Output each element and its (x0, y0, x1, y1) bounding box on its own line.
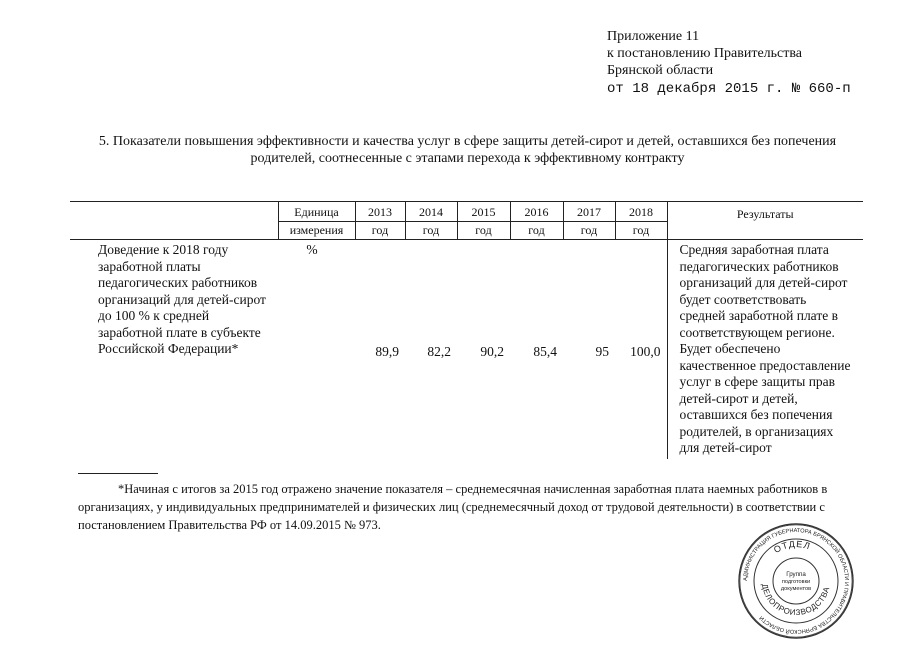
stamp-center-line3: документов (780, 586, 812, 592)
value-2015: 90,2 (480, 344, 504, 359)
header-year-suffix: год (564, 221, 615, 238)
header-year-suffix: год (616, 221, 667, 238)
header-year-label: 2015 (471, 205, 496, 219)
header-year-2015 (457, 202, 510, 240)
table-row (70, 240, 863, 459)
appendix-title: Приложение 11 (607, 29, 700, 44)
result-cell: Средняя заработная плата педагогических работников организаций для детей-сирот будет соответствовать средней заработной плате в соответствующем регионе. Будет обеспечено качественное предоставление услуг в сфере защиты прав детей-сирот и детей, оставшихся без попечения родителей, в организациях для детей-сирот (667, 240, 863, 459)
table-header-row (70, 202, 863, 240)
header-year-label: 2016 (524, 205, 549, 219)
value-2018: 100,0 (630, 344, 661, 359)
appendix-header (607, 28, 897, 98)
header-year-2014 (405, 202, 457, 240)
indicator-cell: Доведение к 2018 году заработной платы педагогических работников организаций для детей-сирот до 100 % к средней заработной плате в субъекте Российской Федерации* (98, 242, 266, 356)
header-year-suffix: год (356, 221, 405, 238)
header-indicator (70, 202, 278, 240)
value-2013: 89,9 (375, 344, 399, 359)
header-year-suffix: год (511, 221, 563, 238)
header-unit-bottom: измерения (279, 221, 355, 238)
header-year-label: 2017 (577, 205, 601, 219)
appendix-decree: к постановлению Правительства (607, 46, 803, 61)
section-heading: 5. Показатели повышения эффективности и качества услуг в сфере защиты детей-сирот и детей, оставшихся без попечения родителей, соотнесенные с этапами перехода к эффективному контракту (98, 134, 837, 166)
header-year-suffix: год (458, 221, 510, 238)
header-year-2018 (615, 202, 667, 240)
header-year-label: 2014 (419, 205, 443, 219)
header-year-label: 2013 (368, 205, 392, 219)
header-year-2013 (355, 202, 405, 240)
indicators-table (70, 201, 863, 459)
footnote-text: *Начиная с итогов за 2015 год отражено значение показателя – среднемесячная начисленная заработная плата наемных работников в организациях, у индивидуальных предпринимателей и физических лиц (среднемесячный доход от трудовой деятельности) в соответствии с постановлением Правительства РФ от 14.09.2015 № 973. (78, 482, 828, 532)
header-year-label: 2018 (629, 205, 653, 219)
office-stamp (737, 522, 855, 640)
value-2014: 82,2 (427, 344, 451, 359)
stamp-center-line1: Группа (786, 571, 806, 578)
header-year-2016 (510, 202, 563, 240)
footnote-rule (78, 473, 158, 474)
unit-cell: % (306, 242, 318, 257)
stamp-ring-text: АДМИНИСТРАЦИЯ ГУБЕРНАТОРА БРЯНСКОЙ ОБЛАСТИ И ПРАВИТЕЛЬСТВА БРЯНСКОЙ ОБЛАСТИ (742, 527, 850, 635)
stamp-seal (737, 522, 855, 640)
header-unit-top: Единица (294, 205, 339, 219)
stamp-department-top: ОТДЕЛ (772, 538, 812, 556)
header-results: Результаты (667, 202, 863, 240)
appendix-region: Брянской области (607, 63, 714, 78)
stamp-department-bottom: ДЕЛОПРОИЗВОДСТВА (760, 582, 832, 618)
appendix-date: от 18 декабря 2015 г. № 660-п (607, 81, 851, 97)
header-unit (278, 202, 355, 240)
header-year-suffix: год (406, 221, 457, 238)
value-2017: 95 (595, 344, 609, 359)
value-2016: 85,4 (533, 344, 557, 359)
svg-text:ОТДЕЛ (772, 539, 812, 555)
header-year-2017 (563, 202, 615, 240)
stamp-center-line2: подготовки (781, 579, 811, 585)
